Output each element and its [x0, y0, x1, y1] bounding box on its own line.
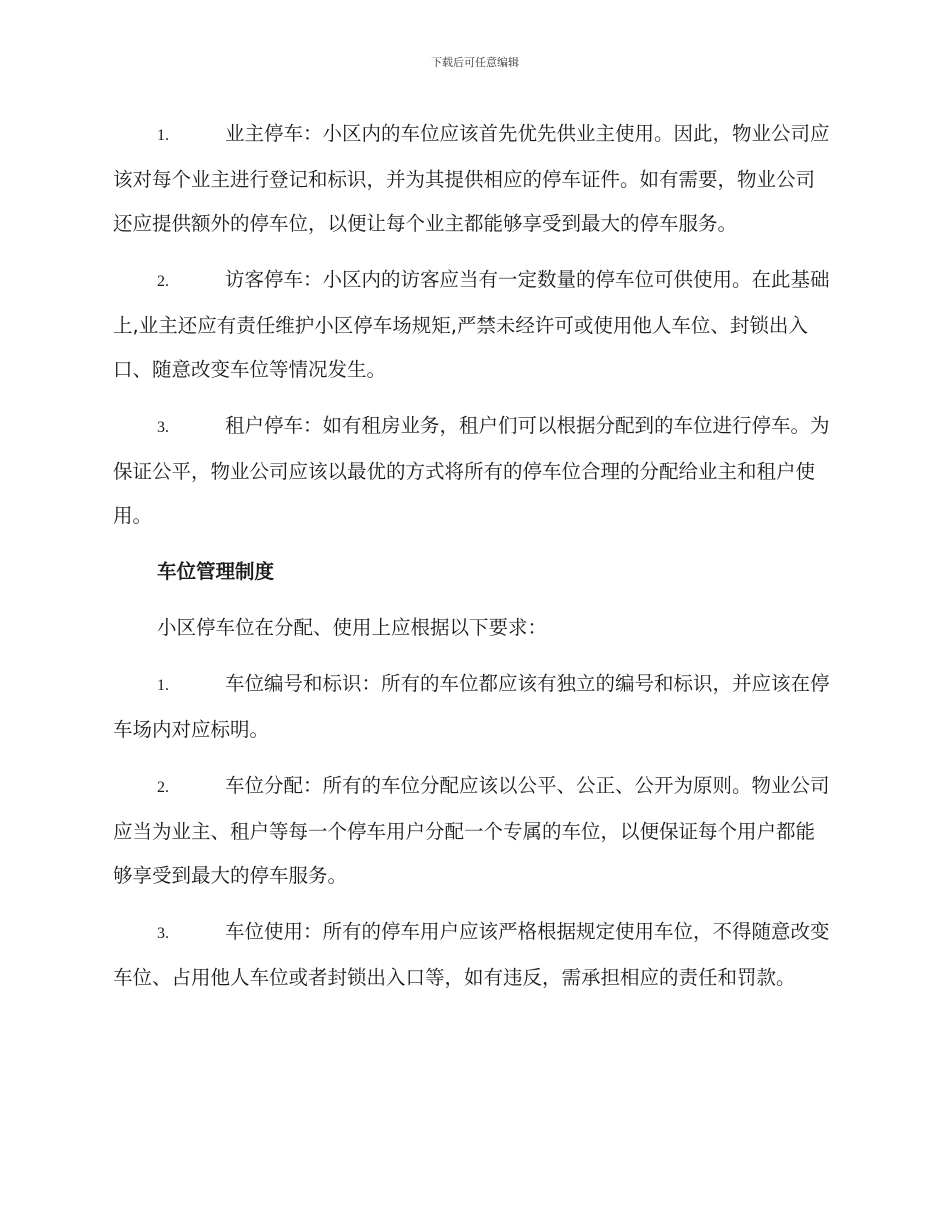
list-number: 3. — [157, 419, 169, 436]
list-number: 2. — [157, 779, 169, 796]
section-heading: 车位管理制度 — [157, 560, 275, 583]
list-item-visitor-parking — [113, 258, 833, 392]
list-item-owner-parking — [113, 112, 833, 246]
list-number: 3. — [157, 925, 169, 942]
list-number: 2. — [157, 273, 169, 290]
document-body — [113, 112, 833, 1012]
list-item-text: 车位分配：所有的车位分配应该以公平、公正、公开为原则。物业公司应当为业主、租户等每一个停车用户分配一个专属的车位，以便保证每个用户都能够享受到最大的停车服务。 — [113, 774, 830, 887]
list-item-tenant-parking — [113, 404, 833, 538]
list-item-text: 车位使用：所有的停车用户应该严格根据规定使用车位，不得随意改变车位、占用他人车位或者封锁出入口等，如有违反，需承担相应的责任和罚款。 — [113, 920, 830, 989]
section-intro: 小区停车位在分配、使用上应根据以下要求： — [157, 616, 548, 639]
list-item-space-numbering — [113, 662, 833, 752]
list-item-text: 车位编号和标识：所有的车位都应该有独立的编号和标识，并应该在停车场内对应标明。 — [113, 672, 830, 741]
list-number: 1. — [157, 127, 169, 144]
list-item-space-usage — [113, 910, 833, 1000]
list-item-text: 访客停车：小区内的访客应当有一定数量的停车位可供使用。在此基础上,业主还应有责任维护小区停车场规矩,严禁未经许可或使用他人车位、封锁出入口、随意改变车位等情况发生。 — [113, 268, 830, 381]
list-item-text: 租户停车：如有租房业务，租户们可以根据分配到的车位进行停车。为保证公平，物业公司应该以最优的方式将所有的停车位合理的分配给业主和租户使用。 — [113, 414, 830, 527]
page-header: 下载后可任意编辑 — [431, 56, 519, 69]
list-number: 1. — [157, 677, 169, 694]
list-item-text: 业主停车：小区内的车位应该首先优先供业主使用。因此，物业公司应该对每个业主进行登记和标识，并为其提供相应的停车证件。如有需要，物业公司还应提供额外的停车位，以便让每个业主都能够享受到最大的停车服务。 — [113, 122, 830, 235]
list-item-space-allocation — [113, 764, 833, 898]
